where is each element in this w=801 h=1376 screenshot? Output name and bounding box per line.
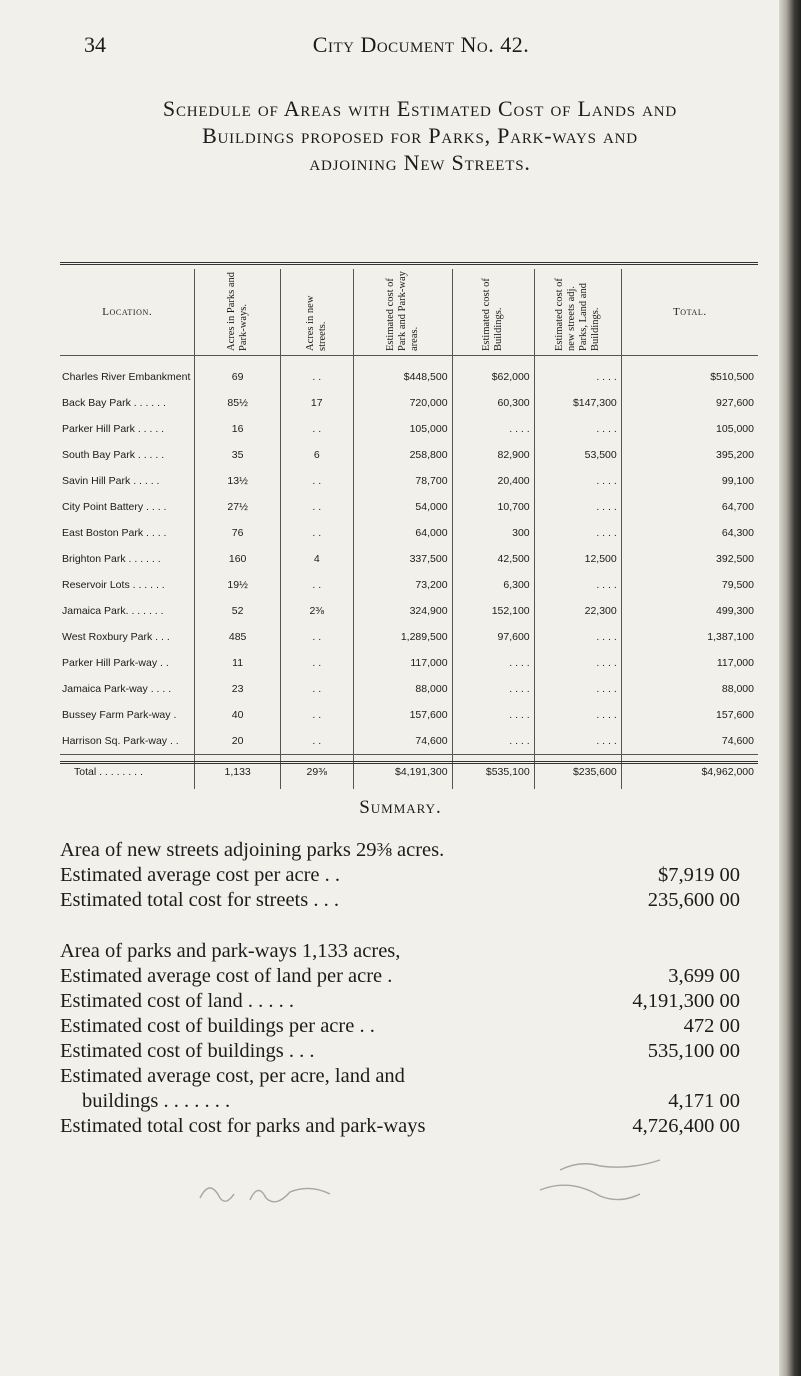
cell-location: South Bay Park . . . . . (62, 449, 165, 461)
cell-park-cost: 105,000 (353, 416, 452, 442)
table-row (60, 468, 758, 494)
total-park-cost: $4,191,300 (353, 755, 452, 790)
cell-acres: 19½ (195, 572, 280, 598)
summary-label: Estimated total cost for streets . . . (60, 889, 339, 911)
cell-new-streets: . . (280, 520, 353, 546)
cell-buildings-cost: . . . . (452, 650, 534, 676)
cell-acres: 40 (195, 702, 280, 728)
cell-buildings-cost: 97,600 (452, 624, 534, 650)
cell-location: Jamaica Park-way . . . . (62, 683, 172, 695)
cell-buildings-cost: $62,000 (452, 356, 534, 391)
total-grand: $4,962,000 (621, 755, 758, 790)
summary-label: Estimated total cost for parks and park-ways (60, 1115, 426, 1137)
header-acres-streets: Acres in new streets. (280, 269, 353, 356)
table-row (60, 624, 758, 650)
cell-total: 395,200 (621, 442, 758, 468)
cell-buildings-cost: 82,900 (452, 442, 534, 468)
cell-streets-cost: . . . . (534, 624, 621, 650)
cell-total: 79,500 (621, 572, 758, 598)
cell-total: 88,000 (621, 676, 758, 702)
cell-location: Savin Hill Park . . . . . (62, 475, 160, 487)
cell-buildings-cost: . . . . (452, 702, 534, 728)
cell-location: West Roxbury Park . . . (62, 631, 170, 643)
table-row (60, 728, 758, 755)
cell-streets-cost: $147,300 (534, 390, 621, 416)
table-top-rule (60, 262, 758, 265)
table-row (60, 356, 758, 391)
table-row (60, 494, 758, 520)
cell-acres: 85½ (195, 390, 280, 416)
cell-streets-cost: . . . . (534, 728, 621, 755)
summary-value: 3,699 00 (668, 965, 740, 987)
table-header-row (60, 269, 758, 356)
summary-value: 535,100 00 (647, 1040, 740, 1062)
cell-new-streets: . . (280, 676, 353, 702)
cell-total: 499,300 (621, 598, 758, 624)
schedule-title (60, 95, 780, 176)
table-total-row (60, 755, 758, 790)
cell-park-cost: 117,000 (353, 650, 452, 676)
cell-park-cost: 88,000 (353, 676, 452, 702)
cell-new-streets: . . (280, 728, 353, 755)
cell-acres: 76 (195, 520, 280, 546)
handwritten-scribble (180, 1140, 700, 1210)
cell-streets-cost: . . . . (534, 520, 621, 546)
cell-streets-cost: 12,500 (534, 546, 621, 572)
cell-location: Brighton Park . . . . . . (62, 553, 161, 565)
table-row (60, 416, 758, 442)
summary-label: buildings . . . . . . . (82, 1090, 231, 1112)
cell-new-streets: . . (280, 702, 353, 728)
cell-acres: 16 (195, 416, 280, 442)
running-title: City Document No. 42. (312, 32, 530, 57)
cell-total: 1,387,100 (621, 624, 758, 650)
cell-acres: 69 (195, 356, 280, 391)
cell-streets-cost: . . . . (534, 572, 621, 598)
cell-streets-cost: . . . . (534, 468, 621, 494)
summary-value: $7,919 00 (658, 864, 740, 886)
cell-new-streets: . . (280, 572, 353, 598)
table-row (60, 572, 758, 598)
table-row (60, 442, 758, 468)
cell-park-cost: 258,800 (353, 442, 452, 468)
table-row (60, 702, 758, 728)
cell-streets-cost: . . . . (534, 676, 621, 702)
summary-value: 472 00 (683, 1015, 740, 1037)
title-line: adjoining New Streets. (309, 150, 531, 175)
cell-total: 99,100 (621, 468, 758, 494)
cell-park-cost: 1,289,500 (353, 624, 452, 650)
cell-buildings-cost: 60,300 (452, 390, 534, 416)
cell-total: 105,000 (621, 416, 758, 442)
cell-location: Bussey Farm Park-way . (62, 709, 177, 721)
summary-label: Area of parks and park-ways 1,133 acres, (60, 940, 401, 962)
cell-acres: 35 (195, 442, 280, 468)
summary-label: Estimated cost of land . . . . . (60, 990, 294, 1012)
cell-buildings-cost: 6,300 (452, 572, 534, 598)
cell-acres: 20 (195, 728, 280, 755)
summary-label: Estimated cost of buildings per acre . . (60, 1015, 375, 1037)
cell-new-streets: 2⅜ (280, 598, 353, 624)
cell-buildings-cost: . . . . (452, 676, 534, 702)
header-location: Location. (102, 306, 153, 318)
cell-park-cost: 73,200 (353, 572, 452, 598)
cell-acres: 160 (195, 546, 280, 572)
cell-acres: 23 (195, 676, 280, 702)
cell-location: Jamaica Park. . . . . . . (62, 605, 164, 617)
page-edge-shadow (779, 0, 801, 1376)
cell-buildings-cost: 42,500 (452, 546, 534, 572)
cell-park-cost: 157,600 (353, 702, 452, 728)
cell-streets-cost: . . . . (534, 702, 621, 728)
summary-label: Estimated average cost, per acre, land and (60, 1065, 405, 1087)
cell-buildings-cost: 152,100 (452, 598, 534, 624)
cell-buildings-cost: . . . . (452, 728, 534, 755)
cell-new-streets: . . (280, 416, 353, 442)
page-number: 34 (84, 32, 106, 57)
cell-total: 64,700 (621, 494, 758, 520)
summary-label: Estimated cost of buildings . . . (60, 1040, 315, 1062)
cell-new-streets: . . (280, 650, 353, 676)
summary-value: 4,191,300 00 (632, 990, 740, 1012)
cell-new-streets: 6 (280, 442, 353, 468)
cell-park-cost: 78,700 (353, 468, 452, 494)
summary-value: 4,726,400 00 (632, 1115, 740, 1137)
table-row (60, 390, 758, 416)
cell-acres: 27½ (195, 494, 280, 520)
summary-label: Estimated average cost per acre . . (60, 864, 341, 886)
table-bottom-rule (60, 761, 758, 764)
cell-acres: 13½ (195, 468, 280, 494)
header-cost-park-areas: Estimated cost of Park and Park-way areas. (353, 269, 452, 356)
total-buildings-cost: $535,100 (452, 755, 534, 790)
summary-value: 4,171 00 (668, 1090, 740, 1112)
cell-acres: 52 (195, 598, 280, 624)
cell-streets-cost: . . . . (534, 494, 621, 520)
cell-location: Harrison Sq. Park-way . . (62, 735, 179, 747)
cell-buildings-cost: 20,400 (452, 468, 534, 494)
cell-park-cost: 337,500 (353, 546, 452, 572)
cell-streets-cost: . . . . (534, 650, 621, 676)
summary-title: Summary. (359, 797, 442, 818)
cell-new-streets: . . (280, 494, 353, 520)
schedule-table (60, 269, 758, 789)
total-label: Total . . . . . . . . (74, 766, 143, 778)
cell-total: 157,600 (621, 702, 758, 728)
cell-park-cost: 74,600 (353, 728, 452, 755)
cell-total: 392,500 (621, 546, 758, 572)
cell-park-cost: $448,500 (353, 356, 452, 391)
cell-park-cost: 54,000 (353, 494, 452, 520)
page-header (84, 32, 758, 62)
title-line: Buildings proposed for Parks, Park-ways and (202, 123, 638, 148)
table-row (60, 598, 758, 624)
table-row (60, 676, 758, 702)
cell-streets-cost: . . . . (534, 416, 621, 442)
cell-park-cost: 64,000 (353, 520, 452, 546)
cell-park-cost: 324,900 (353, 598, 452, 624)
total-streets-cost: $235,600 (534, 755, 621, 790)
header-cost-streets: Estimated cost of new streets adj. Parks, Land and Buildings. (534, 269, 621, 356)
cell-total: 927,600 (621, 390, 758, 416)
cell-total: 64,300 (621, 520, 758, 546)
cell-streets-cost: 22,300 (534, 598, 621, 624)
cell-acres: 11 (195, 650, 280, 676)
cell-new-streets: 17 (280, 390, 353, 416)
cell-total: $510,500 (621, 356, 758, 391)
cell-new-streets: 4 (280, 546, 353, 572)
total-new-streets: 29⅜ (280, 755, 353, 790)
cell-streets-cost: 53,500 (534, 442, 621, 468)
cell-location: Charles River Embankment (62, 371, 191, 383)
header-cost-buildings: Estimated cost of Buildings. (452, 269, 534, 356)
cell-streets-cost: . . . . (534, 356, 621, 391)
cell-location: Reservoir Lots . . . . . . (62, 579, 165, 591)
cell-buildings-cost: 300 (452, 520, 534, 546)
header-acres-parks: Acres in Parks and Park-ways. (195, 269, 280, 356)
table-row (60, 546, 758, 572)
cell-park-cost: 720,000 (353, 390, 452, 416)
cell-new-streets: . . (280, 624, 353, 650)
summary-value: 235,600 00 (647, 889, 740, 911)
cell-new-streets: . . (280, 356, 353, 391)
table-row (60, 650, 758, 676)
cell-location: East Boston Park . . . . (62, 527, 167, 539)
cell-location: Back Bay Park . . . . . . (62, 397, 166, 409)
header-total: Total. (621, 269, 758, 356)
cell-location: Parker Hill Park . . . . . (62, 423, 165, 435)
title-line: Schedule of Areas with Estimated Cost of Lands and (162, 96, 678, 121)
cell-location: City Point Battery . . . . (62, 501, 167, 513)
cell-location: Parker Hill Park-way . . (62, 657, 169, 669)
table-row (60, 520, 758, 546)
total-acres: 1,133 (195, 755, 280, 790)
cell-total: 117,000 (621, 650, 758, 676)
cell-acres: 485 (195, 624, 280, 650)
cell-new-streets: . . (280, 468, 353, 494)
summary-label: Estimated average cost of land per acre . (60, 965, 393, 987)
summary-label: Area of new streets adjoining parks 29⅜ acres. (60, 839, 445, 861)
cell-buildings-cost: 10,700 (452, 494, 534, 520)
cell-buildings-cost: . . . . (452, 416, 534, 442)
cell-total: 74,600 (621, 728, 758, 755)
